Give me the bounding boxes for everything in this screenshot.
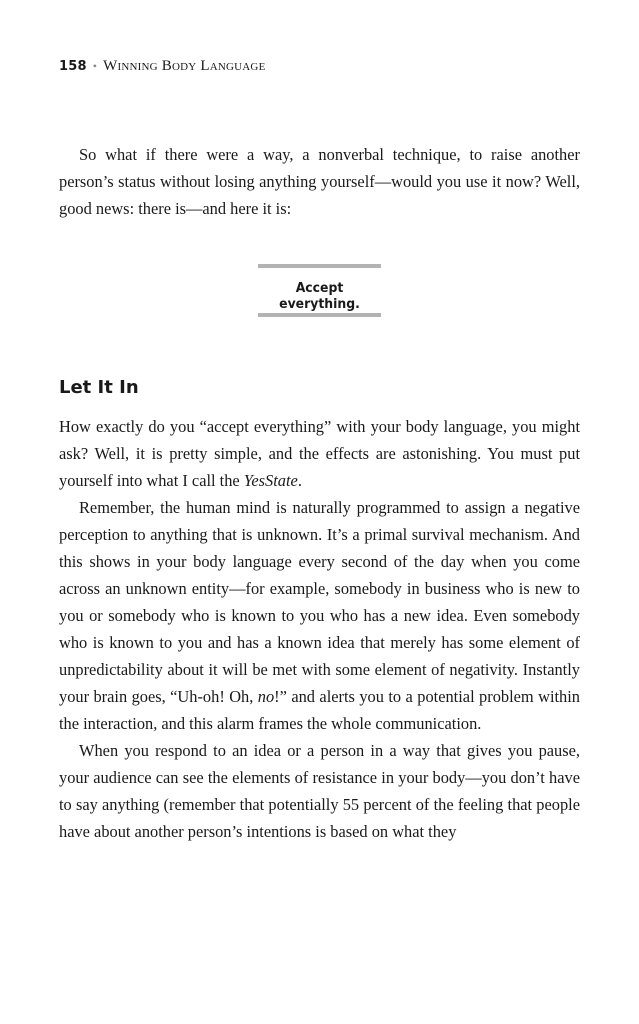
paragraph-2-text-a: Remember, the human mind is naturally programmed to assign a negative perception to anything that is unknown. It’s a primal survival mechanism. And this shows in your body language every second of the day when you come across an unknown entity—for example, somebody in business who is new to you or somebody who is known to you who has a new idea. Even somebody who is known to you and has a known idea that merely has some element of unpredictability about it will be met with some element of negativity. Instantly your brain goes, “Uh-oh! Oh, — [59, 498, 580, 706]
header-bullet: • — [92, 59, 98, 73]
paragraph-2 — [59, 494, 580, 737]
paragraph-2-italic: no — [257, 687, 275, 706]
callout-rule-top — [258, 264, 381, 268]
paragraph-1 — [59, 413, 580, 494]
running-header — [59, 58, 266, 75]
paragraph-3: When you respond to an idea or a person in a way that gives you pause, your audience can see the elements of resistance in your body—you don’t have to say anything (remember that potentially 55 percent of the feeling that people have about another person’s intentions is based on what they — [59, 741, 580, 841]
paragraph-2-text-b: !” and alerts you to a potential problem within the interaction, and this alarm frames the whole communication. — [59, 687, 580, 733]
paragraph-1-end: . — [297, 471, 302, 490]
paragraph-1-text: How exactly do you “accept everything” with your body language, you might ask? Well, it is pretty simple, and the effects are astonishing. You must put yourself into what I call the — [59, 417, 580, 490]
body-text — [59, 413, 580, 845]
section-heading: Let It In — [59, 377, 139, 398]
page-number: 158 — [59, 59, 87, 74]
intro-paragraph: So what if there were a way, a nonverbal technique, to raise another person’s status without losing anything yourself—would you use it now? Well, good news: there is—and here it is: — [59, 145, 580, 218]
callout-text: Accept everything. — [279, 280, 360, 312]
book-title: Winning Body Language — [103, 58, 266, 74]
callout-rule-bottom — [258, 313, 381, 317]
paragraph-1-italic: YesState — [243, 471, 298, 490]
